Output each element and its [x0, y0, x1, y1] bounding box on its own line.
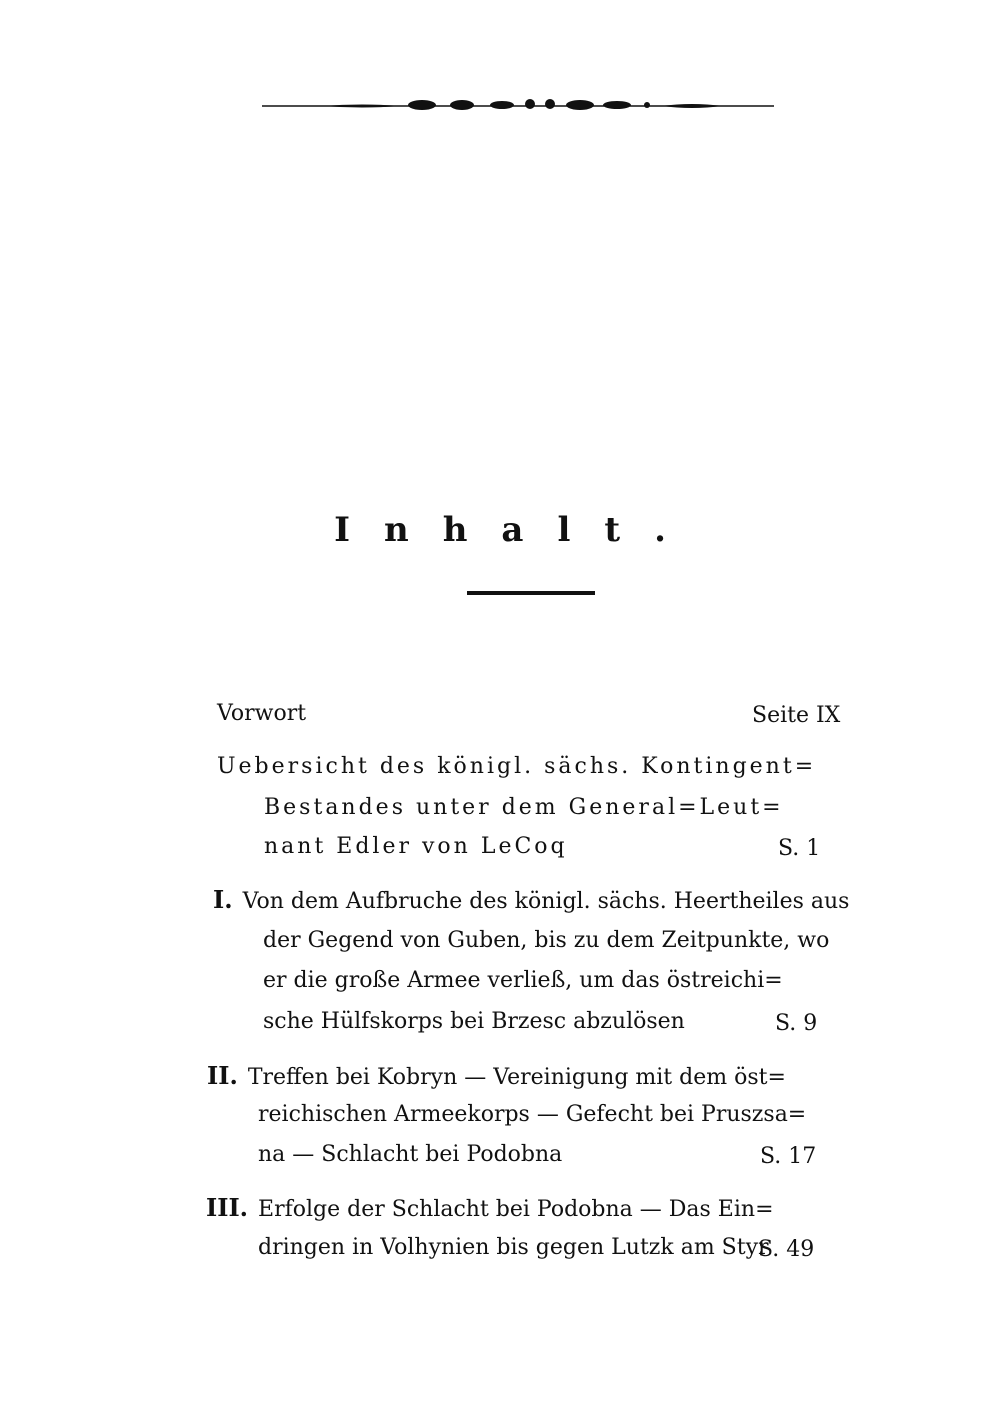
toc-entry-kap3-page: S. 49	[758, 1237, 815, 1262]
toc-entry-kap2-page: S. 17	[760, 1144, 817, 1169]
toc-entry-kap1-line-2: der Gegend von Guben, bis zu dem Zeitpunkte, wo	[263, 928, 830, 953]
toc-entry-kap1-line-4: sche Hülfskorps bei Brzesc abzulösen	[263, 1009, 685, 1034]
decorative-rule-ornament	[262, 94, 774, 114]
toc-entry-uebersicht-line-2: Bestandes unter dem General=Leut=	[264, 795, 784, 820]
toc-entry-uebersicht-line-1: Uebersicht des königl. sächs. Kontingent=	[217, 754, 817, 779]
title-underline-rule	[467, 591, 595, 595]
toc-entry-uebersicht-page: S. 1	[778, 836, 821, 861]
toc-entry-kap2-line-3: na — Schlacht bei Podobna	[258, 1142, 563, 1167]
toc-entry-kap3-text-1: Erfolge der Schlacht bei Podobna — Das Ein=	[258, 1197, 774, 1222]
toc-entry-kap1-numeral: I.	[213, 885, 233, 914]
toc-entry-vorwort-label: Vorwort	[217, 701, 307, 726]
toc-entry-kap1-page: S. 9	[775, 1011, 818, 1036]
toc-entry-kap3-line-1	[206, 1193, 774, 1222]
toc-entry-uebersicht-line-3: nant Edler von LeCoq	[264, 834, 568, 859]
toc-entry-vorwort-page: Seite IX	[752, 703, 841, 728]
toc-entry-kap2-line-1	[207, 1061, 786, 1090]
toc-entry-kap2-numeral: II.	[207, 1061, 238, 1090]
toc-entry-kap2-line-2: reichischen Armeekorps — Gefecht bei Pruszsa=	[258, 1102, 807, 1127]
toc-entry-kap1-line-3: er die große Armee verließ, um das östreichi=	[263, 968, 783, 993]
page-title: Inhalt.	[334, 510, 700, 550]
toc-entry-kap3-numeral: III.	[206, 1193, 249, 1222]
toc-entry-kap1-text-1: Von dem Aufbruche des königl. sächs. Heertheiles aus	[242, 889, 850, 914]
toc-entry-kap1-line-1	[213, 885, 850, 914]
toc-entry-kap2-text-1: Treffen bei Kobryn — Vereinigung mit dem öst=	[247, 1065, 786, 1090]
toc-entry-kap3-line-2: dringen in Volhynien bis gegen Lutzk am Styr	[258, 1235, 769, 1260]
